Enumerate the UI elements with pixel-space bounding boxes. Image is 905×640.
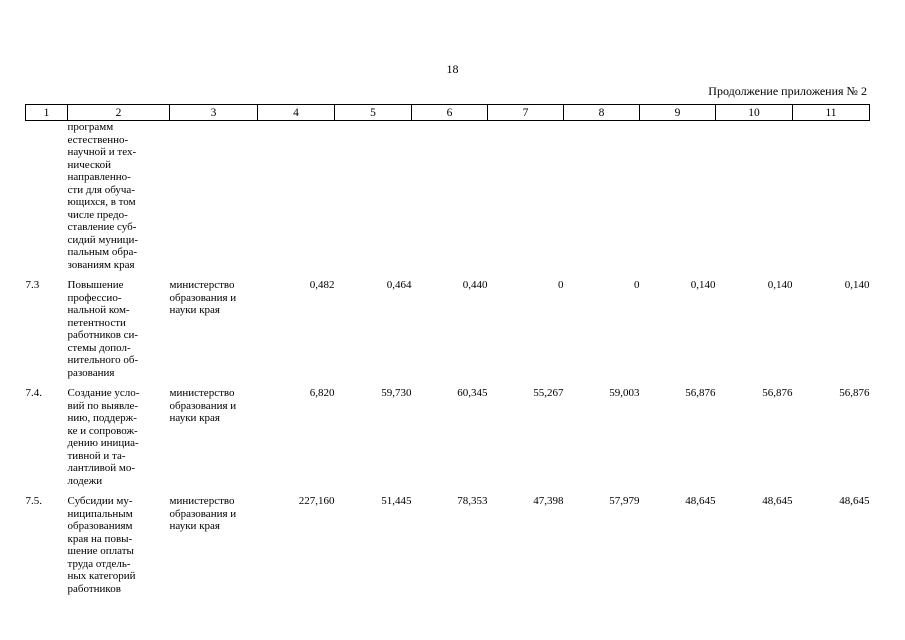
- activity-name-line: труда отдель-: [67, 557, 131, 570]
- value-cell: 0: [634, 279, 640, 291]
- activity-name-line: образованиям: [67, 520, 133, 532]
- activity-name: [68, 495, 170, 603]
- activity-name-line: ющихся, в том: [67, 196, 136, 208]
- value-cell: 55,267: [533, 387, 564, 399]
- activity-name-line: шение оплаты: [67, 545, 134, 557]
- row-number: [26, 121, 68, 280]
- value-cell: 56,876: [762, 387, 793, 399]
- executor-line: министерство: [169, 495, 235, 507]
- activity-name-line: сидий муници-: [67, 233, 139, 246]
- value-cell: 0,440: [462, 279, 488, 291]
- activity-name-line: Субсидии му-: [67, 495, 133, 507]
- activity-name-line: работников: [67, 582, 121, 595]
- activity-name-line: Повышение: [67, 279, 124, 291]
- activity-name-line: дению инициа-: [67, 437, 139, 449]
- row-number: 7.5.: [25, 495, 42, 507]
- value-cell: [488, 121, 564, 280]
- row-number: 7.3: [25, 279, 40, 291]
- continuation-note: Продолжение приложения № 2: [708, 84, 867, 98]
- value-cell: [564, 121, 640, 280]
- value-cell: 60,345: [457, 387, 488, 399]
- executor-line: министерство: [169, 387, 235, 399]
- value-cell: 0,482: [309, 279, 335, 291]
- executor-line: образования и: [169, 507, 237, 520]
- activity-name-line: профессио-: [67, 291, 122, 304]
- table-body: [26, 121, 870, 604]
- value-cell: 0,140: [767, 279, 793, 291]
- value-cell: 48,645: [839, 495, 870, 507]
- activity-name-line: лантливой мо-: [67, 462, 136, 474]
- activity-name-line: нической: [67, 158, 112, 171]
- activity-name-line: нальной ком-: [67, 304, 130, 316]
- activity-name-line: тивной и та-: [67, 449, 126, 462]
- row-number: 7.4.: [25, 387, 42, 399]
- value-cell: 57,979: [609, 495, 640, 507]
- value-cell: 0,140: [844, 279, 870, 291]
- column-header: 10: [716, 105, 793, 121]
- executor-line: министерство: [169, 279, 235, 291]
- value-cell: [258, 121, 335, 280]
- activity-name-line: ниципальным: [67, 507, 133, 520]
- value-cell: 0,464: [386, 279, 412, 291]
- activity-name-line: лодежи: [67, 474, 103, 487]
- executor-line: науки края: [169, 520, 220, 532]
- table-row: [26, 387, 870, 495]
- value-cell: [335, 121, 412, 280]
- activity-name-line: сти для обуча-: [67, 183, 135, 196]
- activity-name-line: петентности: [67, 316, 126, 329]
- column-header: 3: [170, 105, 258, 121]
- column-header: 7: [488, 105, 564, 121]
- column-header: 2: [68, 105, 170, 121]
- activity-name-line: числе предо-: [67, 208, 128, 221]
- activity-name-line: программ: [67, 121, 114, 133]
- executor-line: науки края: [169, 304, 220, 316]
- column-header: 4: [258, 105, 335, 121]
- activity-name-line: стемы допол-: [67, 341, 131, 354]
- column-header: 5: [335, 105, 412, 121]
- executor-line: науки края: [169, 412, 220, 424]
- value-cell: 56,876: [685, 387, 716, 399]
- table-row: [26, 279, 870, 387]
- activity-name: [68, 121, 170, 280]
- column-header: 9: [640, 105, 716, 121]
- value-cell: 0: [558, 279, 564, 291]
- activity-name-line: работников си-: [67, 329, 139, 341]
- activity-name-line: ных категорий: [67, 570, 136, 582]
- value-cell: 6,820: [309, 387, 335, 399]
- executor: [170, 279, 258, 387]
- executor-line: образования и: [169, 399, 237, 412]
- activity-name-line: края на повы-: [67, 532, 133, 545]
- activity-name: [68, 387, 170, 495]
- activity-name-line: пальным обра-: [67, 246, 138, 258]
- column-header: 6: [412, 105, 488, 121]
- value-cell: 48,645: [762, 495, 793, 507]
- activity-name-line: ставление суб-: [67, 221, 137, 233]
- executor: [170, 495, 258, 603]
- value-cell: 78,353: [457, 495, 488, 507]
- value-cell: 47,398: [533, 495, 564, 507]
- activity-name-line: Создание усло-: [67, 387, 140, 399]
- value-cell: 59,003: [609, 387, 640, 399]
- value-cell: 56,876: [839, 387, 870, 399]
- page-number: 18: [446, 62, 459, 76]
- activity-name: [68, 279, 170, 387]
- value-cell: [716, 121, 793, 280]
- activity-name-line: нию, поддерж-: [67, 412, 137, 424]
- activity-name-line: естественно-: [67, 133, 129, 146]
- value-cell: 227,160: [298, 495, 335, 507]
- value-cell: 51,445: [381, 495, 412, 507]
- column-header: 11: [793, 105, 870, 121]
- activity-name-line: вий по выявле-: [67, 399, 139, 412]
- value-cell: [640, 121, 716, 280]
- value-cell: [793, 121, 870, 280]
- executor: [170, 387, 258, 495]
- activity-name-line: зованиям края: [67, 258, 135, 271]
- column-header: 1: [26, 105, 68, 121]
- value-cell: [412, 121, 488, 280]
- executor-line: образования и: [169, 291, 237, 304]
- activity-name-line: направленно-: [67, 171, 131, 183]
- header-row: [26, 105, 870, 121]
- value-cell: 48,645: [685, 495, 716, 507]
- data-table: [25, 104, 870, 603]
- activity-name-line: разования: [67, 366, 115, 379]
- value-cell: 0,140: [690, 279, 716, 291]
- executor: [170, 121, 258, 280]
- table-row: [26, 495, 870, 603]
- column-header: 8: [564, 105, 640, 121]
- activity-name-line: нительного об-: [67, 354, 139, 366]
- activity-name-line: ке и сопровож-: [67, 424, 138, 437]
- value-cell: 59,730: [381, 387, 412, 399]
- activity-name-line: научной и тех-: [67, 146, 137, 158]
- table-row: [26, 121, 870, 280]
